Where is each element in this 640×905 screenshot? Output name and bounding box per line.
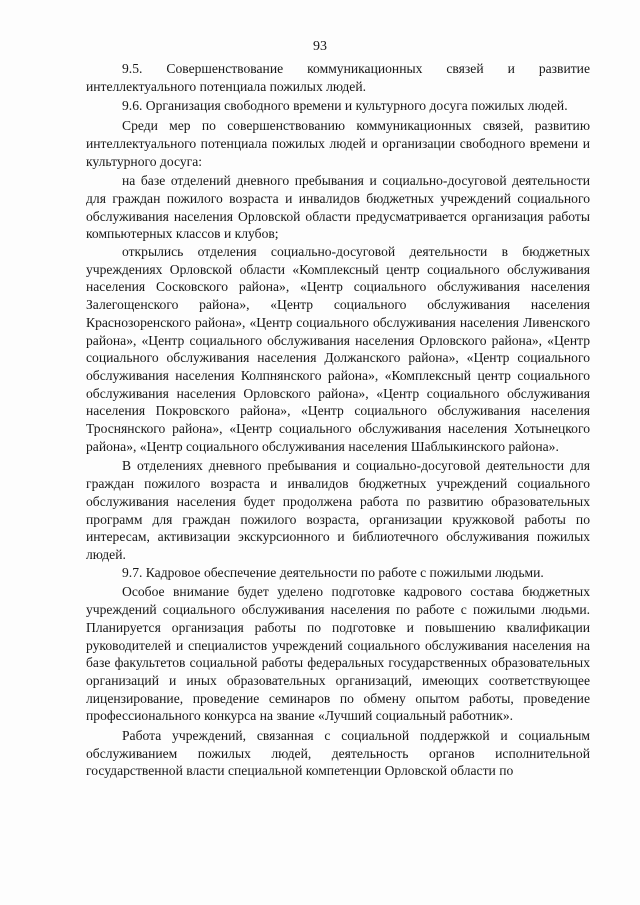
document-body [86, 60, 590, 780]
paragraph-staff-training: Особое внимание будет уделено подготовке кадрового состава бюджетных учреждений социального обслуживания населения по работе с пожилыми людьми. Планируется организация работы по подготовке и повышению квалификации руководителей и специалистов учреждений социального обслуживания населения на базе факультетов социальной работы федеральных государственных образовательных организаций и иных образовательных организаций, имеющих соответствующее лицензирование, проведение семинаров по обмену опытом работы, проведение профессионального конкурса на звание «Лучший социальный работник». [86, 584, 590, 724]
list-item-computer-classes: на базе отделений дневного пребывания и социально-досуговой деятельности для граждан пожилого возраста и инвалидов бюджетных учреждений социального обслуживания населения Орловской области предусматривается организация работы компьютерных классов и клубов; [86, 173, 590, 242]
intro-paragraph: Среди мер по совершенствованию коммуникационных связей, развитию интеллектуального потенциала пожилых людей и организации свободного времени и культурного досуга: [86, 118, 590, 169]
paragraph-educational-programs: В отделениях дневного пребывания и социально-досуговой деятельности для граждан пожилого возраста и инвалидов бюджетных учреждений социального обслуживания населения будет продолжена работа по развитию образовательных программ для граждан пожилого возраста, организации кружковой работы по интересам, активизации экскурсионного и библиотечного обслуживания пожилых людей. [86, 458, 590, 562]
page-number: 93 [313, 39, 327, 54]
paragraph-institutions-work: Работа учреждений, связанная с социальной поддержкой и социальным обслуживанием пожилых людей, деятельность органов исполнительной государственной власти специальной компетенции Орловской области по [86, 728, 590, 779]
section-heading-9-5: 9.5. Совершенствование коммуникационных связей и развитие интеллектуального потенциала пожилых людей. [86, 61, 590, 94]
section-heading-9-7: 9.7. Кадровое обеспечение деятельности по работе с пожилыми людьми. [122, 564, 544, 580]
section-heading-9-6: 9.6. Организация свободного времени и культурного досуга пожилых людей. [122, 98, 568, 114]
list-item-opened-departments: открылись отделения социально-досуговой деятельности в бюджетных учреждениях Орловской области «Комплексный центр социального обслуживания населения Сосковского района», «Центр социального обслуживания населения Залегощенского района», «Центр социального обслуживания населения Краснозоренского района», «Центр социального обслуживания населения Ливенского района», «Центр социального обслуживания населения Орловского района», «Центр социального обслуживания населения Должанского района», «Центр социального обслуживания населения Колпнянского района», «Комплексный центр социального обслуживания населения Орловского района», «Центр социального обслуживания населения Покровского района», «Центр социального обслуживания населения Троснянского района», «Центр социального обслуживания населения Хотынецкого района», «Центр социального обслуживания населения Шаблыкинского района». [86, 244, 590, 454]
